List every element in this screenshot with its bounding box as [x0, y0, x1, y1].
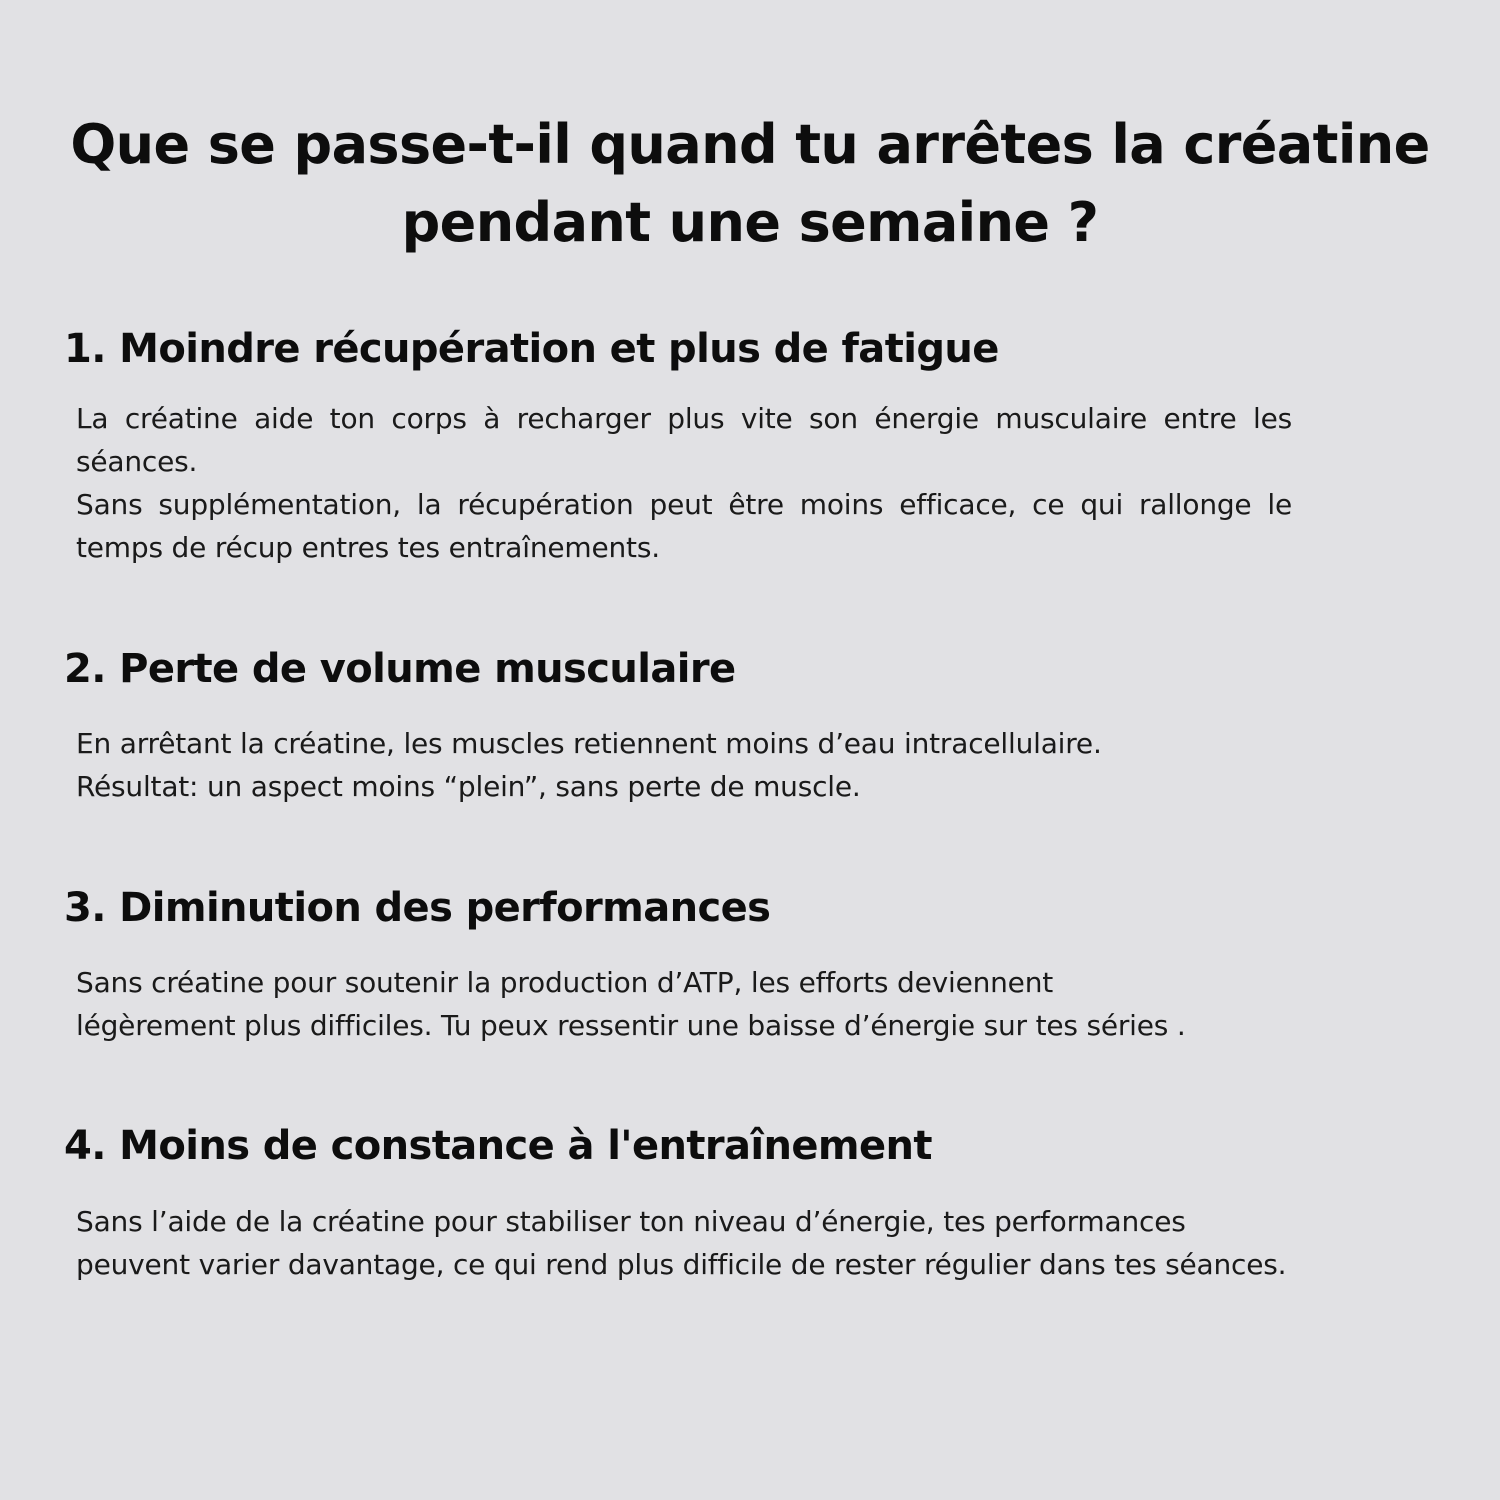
- page-title-line-2: pendant une semaine ?: [401, 191, 1099, 254]
- page-title: [40, 106, 1460, 262]
- section-heading-performance: 3. Diminution des performances: [64, 885, 771, 931]
- section-paragraph: légèrement plus difficiles. Tu peux ressentir une baisse d’énergie sur tes séries .: [76, 1009, 1186, 1042]
- section-body-consistency: [76, 1200, 1292, 1286]
- section-heading-recovery: 1. Moindre récupération et plus de fatigue: [64, 326, 999, 372]
- section-body-recovery: [76, 397, 1292, 569]
- section-heading-consistency: 4. Moins de constance à l'entraînement: [64, 1123, 932, 1169]
- section-body-performance: [76, 961, 1292, 1047]
- section-paragraph: En arrêtant la créatine, les muscles retiennent moins d’eau intracellulaire.: [76, 727, 1102, 760]
- section-paragraph: La créatine aide ton corps à recharger plus vite son énergie musculaire entre les séances.: [76, 402, 1292, 478]
- section-paragraph: Sans l’aide de la créatine pour stabiliser ton niveau d’énergie, tes performances peuvent varier davantage, ce qui rend plus difficile de rester régulier dans tes séances.: [76, 1205, 1287, 1281]
- section-paragraph: Résultat: un aspect moins “plein”, sans perte de muscle.: [76, 770, 861, 803]
- section-paragraph: Sans créatine pour soutenir la production d’ATP, les efforts deviennent: [76, 966, 1054, 999]
- section-paragraph: Sans supplémentation, la récupération peut être moins efficace, ce qui rallonge le temps de récup entres tes entraînements.: [76, 488, 1292, 564]
- section-heading-muscle-volume: 2. Perte de volume musculaire: [64, 646, 736, 692]
- section-body-muscle-volume: [76, 722, 1292, 808]
- page-title-line-1: Que se passe-t-il quand tu arrêtes la créatine: [70, 113, 1430, 176]
